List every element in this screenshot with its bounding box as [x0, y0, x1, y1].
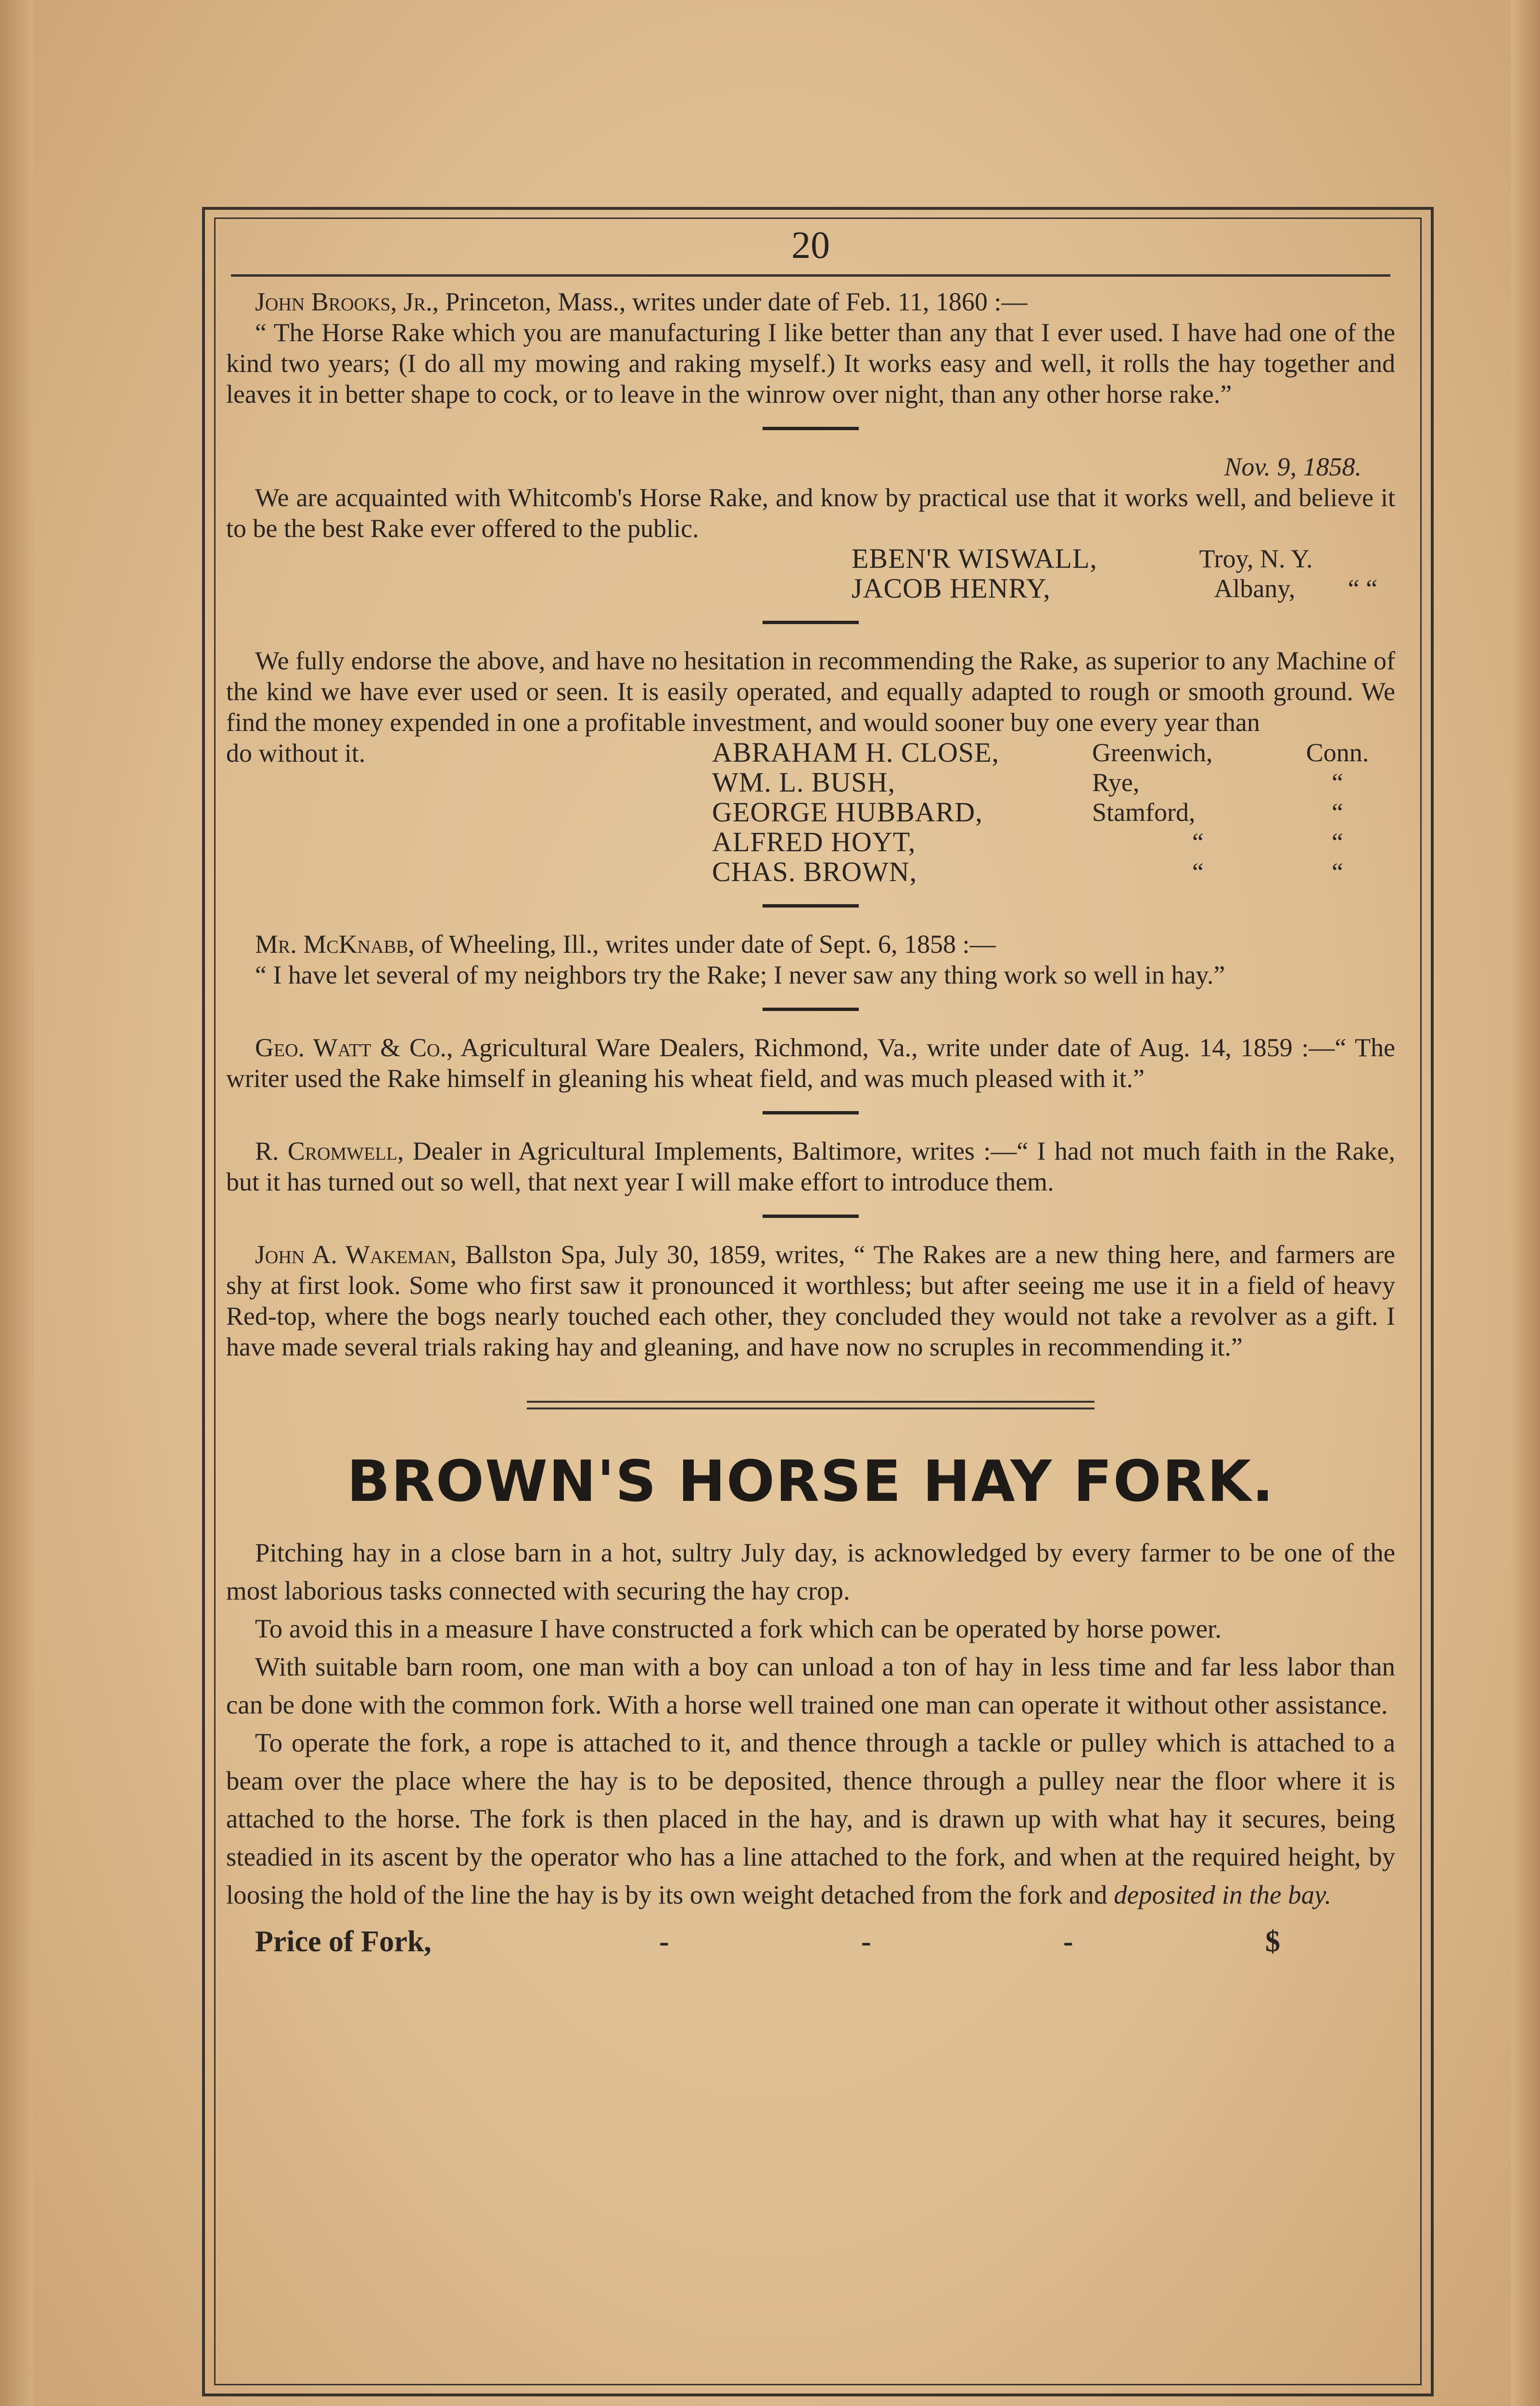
page-right-edge [1511, 0, 1540, 2406]
signer: WM. L. BUSH, Rye, “ [712, 767, 1343, 798]
testimonial-close-last-line: do without it. [226, 739, 366, 768]
signer: CHAS. BROWN, “ “ [712, 856, 1343, 887]
section-divider [763, 1008, 859, 1011]
price-dash: - [861, 1925, 871, 1958]
page-left-edge [0, 0, 34, 2406]
testimonial-brooks-quote: “ The Horse Rake which you are manufacturing I like better than any that I ever used. I have had one of the kind two years; (I do all my mowing and raking myself.) It works easy and well, it rolls the hay together and leaves it in better shape to cock, or to leave in the winrow over night, than any other horse rake.” [226, 318, 1395, 409]
testimonial-mcknabb-quote: “ I have let several of my neighbors try the Rake; I never saw any thing work so well in hay.” [255, 960, 1225, 989]
testimonial-watt: Geo. Watt & Co., Agricultural Ware Dealers, Richmond, Va., write under date of Aug. 14, 1859 :—“ The writer used the Rake himself in gleaning his wheat field, and was much pleased with it.” [226, 1033, 1396, 1093]
price-symbol: $ [1265, 1925, 1280, 1958]
fork-price-line [226, 1922, 1395, 1961]
testimonial-wiswall-text: We are acquainted with Whitcomb's Horse Rake, and know by practical use that it works well, and believe it to be the best Rake ever offered to the public. [226, 483, 1395, 543]
signer: JACOB HENRY, Albany, “ “ [852, 573, 1378, 604]
testimonial-wakeman: John A. Wakeman, Ballston Spa, July 30, 1859, writes, “ The Rakes are a new thing here, and farmers are shy at first look. Some who first saw it pronounced it worthless; but after seeing me use it in a field of heavy Red-top, where the bogs nearly touched each other, they concluded they would not take a revolver as a gift. I have made several trials raking hay and gleaning, and have now no scruples in recommending it.” [226, 1240, 1395, 1361]
page-content [226, 221, 1395, 1961]
price-label: Price of Fork, [255, 1925, 432, 1958]
section-divider [763, 1111, 859, 1114]
double-divider [527, 1401, 1095, 1409]
price-dash: - [659, 1925, 669, 1958]
header-rule [231, 274, 1390, 277]
signers-wiswall [852, 544, 1395, 603]
testimonial-close-text: We fully endorse the above, and have no hesitation in recommending the Rake, as superior to any Machine of the kind we have ever used or seen. It is easily operated, and equally adapted to rough or smooth ground. We find the money expended in one a profitable investment, and would sooner buy one every year than [226, 646, 1395, 737]
fork-headline: BROWN'S HORSE HAY FORK. [346, 1448, 1275, 1514]
section-divider [763, 1215, 859, 1218]
signer: ALFRED HOYT, “ “ [712, 826, 1343, 857]
section-divider [763, 904, 859, 908]
signer: ABRAHAM H. CLOSE, Greenwich, Conn. [712, 737, 1369, 768]
page-number: 20 [791, 224, 830, 267]
section-divider [763, 621, 859, 624]
fork-paragraph: Pitching hay in a close barn in a hot, sultry July day, is acknowledged by every farmer to be one of the most laborious tasks connected with securing the hay crop. [226, 1538, 1395, 1605]
signer: EBEN'R WISWALL, Troy, N. Y. [852, 543, 1313, 574]
testimonial-brooks-intro: John Brooks, Jr., Princeton, Mass., writes under date of Feb. 11, 1860 :— [255, 287, 1028, 316]
testimonial-author: John Brooks, Jr. [255, 287, 433, 316]
testimonial-date: Nov. 9, 1858. [1224, 452, 1362, 481]
testimonial-mcknabb-intro: Mr. McKnabb, of Wheeling, Ill., writes under date of Sept. 6, 1858 :— [255, 930, 996, 959]
price-dash: - [1063, 1925, 1073, 1958]
fork-paragraph: With suitable barn room, one man with a boy can unload a ton of hay in less time and far less labor than can be done with the common fork. With a horse well trained one man can operate it without other assistance. [226, 1652, 1395, 1719]
testimonial-cromwell: R. Cromwell, Dealer in Agricultural Implements, Baltimore, writes :—“ I had not much faith in the Rake, but it has turned out so well, that next year I will make effort to introduce them. [226, 1137, 1395, 1196]
signer: GEORGE HUBBARD, Stamford, “ [712, 796, 1343, 828]
fork-paragraph: To avoid this in a measure I have constructed a fork which can be operated by horse power. [255, 1614, 1222, 1643]
fork-paragraph: To operate the fork, a rope is attached to it, and thence through a tackle or pulley which is attached to a beam over the place where the hay is to be deposited, thence through a pulley near the floor where it is attached to the horse. The fork is then placed in the hay, and is drawn up with what hay it secures, being steadied in its ascent by the operator who has a line attached to the fork, and when at the required height, by loosing the hold of the line the hay is by its own weight detached from the fork and deposited in the bay. [226, 1728, 1395, 1909]
signers-close [712, 738, 1395, 887]
section-divider [763, 427, 859, 430]
